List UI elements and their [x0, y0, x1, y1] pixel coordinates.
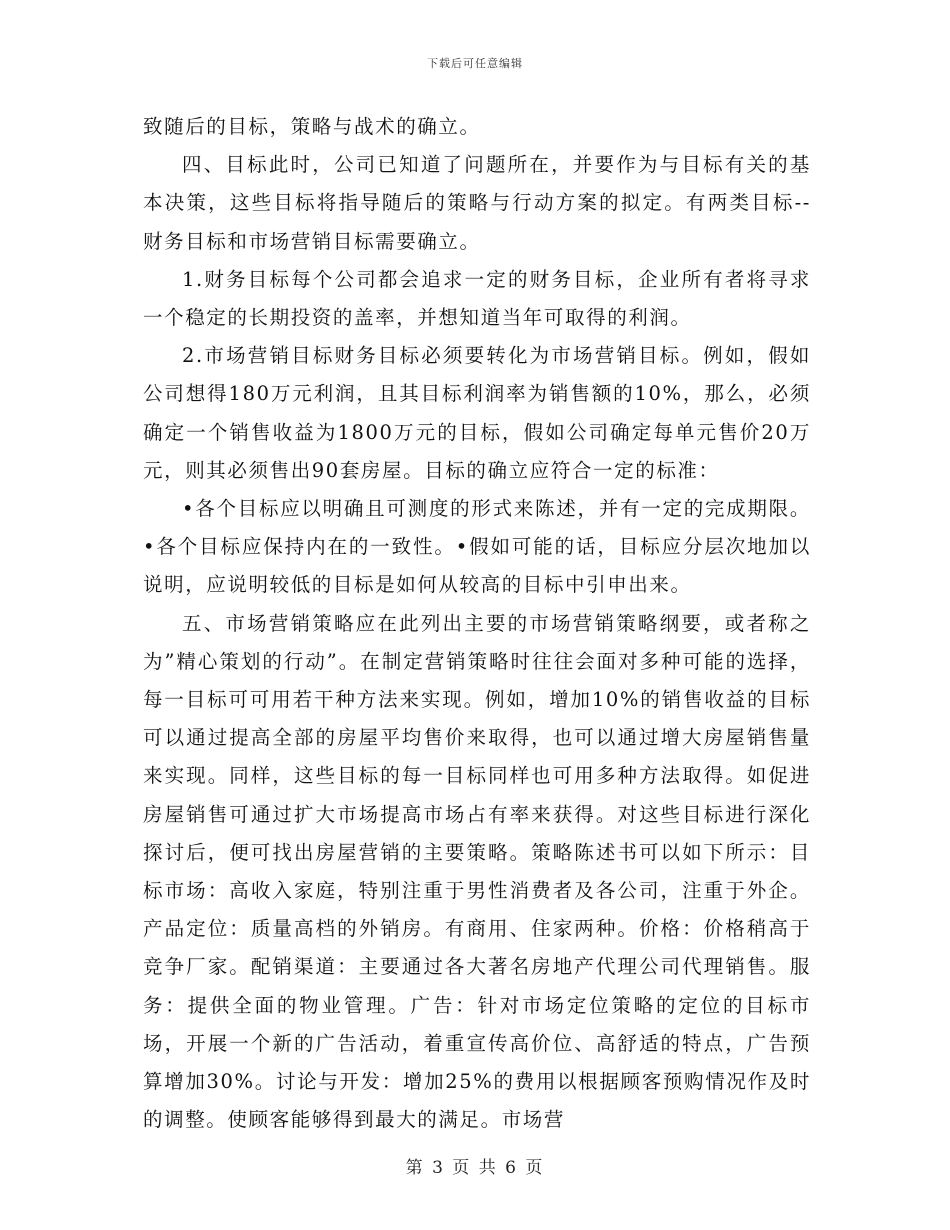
paragraph-3: 1.财务目标每个公司都会追求一定的财务目标，企业所有者将寻求一个稳定的长期投资的盖率，并想知道当年可取得的利润。: [143, 267, 811, 330]
paragraph-4: 2.市场营销目标财务目标必须要转化为市场营销目标。例如，假如公司想得180万元利润，且其目标利润率为销售额的10%，那么，必须确定一个销售收益为1800万元的目标，假如公司确定每单元售价20万元，则其必须售出90套房屋。目标的确立应符合一定的标准：: [143, 344, 811, 482]
paragraph-5: •各个目标应以明确且可测度的形式来陈述，并有一定的完成期限。•各个目标应保持内在的一致性。•假如可能的话，目标应分层次地加以说明，应说明较低的目标是如何从较高的目标中引申出来。: [143, 497, 811, 597]
paragraph-2: 四、目标此时，公司已知道了问题所在，并要作为与目标有关的基本决策，这些目标将指导随后的策略与行动方案的拟定。有两类目标--财务目标和市场营销目标需要确立。: [143, 153, 811, 253]
paragraph-6: 五、市场营销策略应在此列出主要的市场营销策略纲要，或者称之为”精心策划的行动”。在制定营销策略时往往会面对多种可能的选择，每一目标可可用若干种方法来实现。例如，增加10%的销售收益的目标可以通过提高全部的房屋平均售价来取得，也可以通过增大房屋销售量来实现。同样，这些目标的每一目标同样也可用多种方法取得。如促进房屋销售可通过扩大市场提高市场占有率来获得。对这些目标进行深化探讨后，便可找出房屋营销的主要策略。策略陈述书可以如下所示：目标市场：高收入家庭，特别注重于男性消费者及各公司，注重于外企。产品定位：质量高档的外销房。有商用、住家两种。价格：价格稍高于竞争厂家。配销渠道：主要通过各大著名房地产代理公司代理销售。服务：提供全面的物业管理。广告：针对市场定位策略的定位的目标市场，开展一个新的广告活动，着重宣传高价位、高舒适的特点，广告预算增加30%。讨论与开发：增加25%的费用以根据顾客预购情况作及时的调整。使顾客能够得到最大的满足。市场营: [143, 611, 811, 1132]
document-body: [143, 108, 811, 1139]
page-number-footer: 第 3 页 共 6 页: [405, 1158, 545, 1178]
page-header: 下载后可任意编辑: [427, 57, 523, 70]
paragraph-1: 致随后的目标，策略与战术的确立。: [143, 115, 481, 138]
